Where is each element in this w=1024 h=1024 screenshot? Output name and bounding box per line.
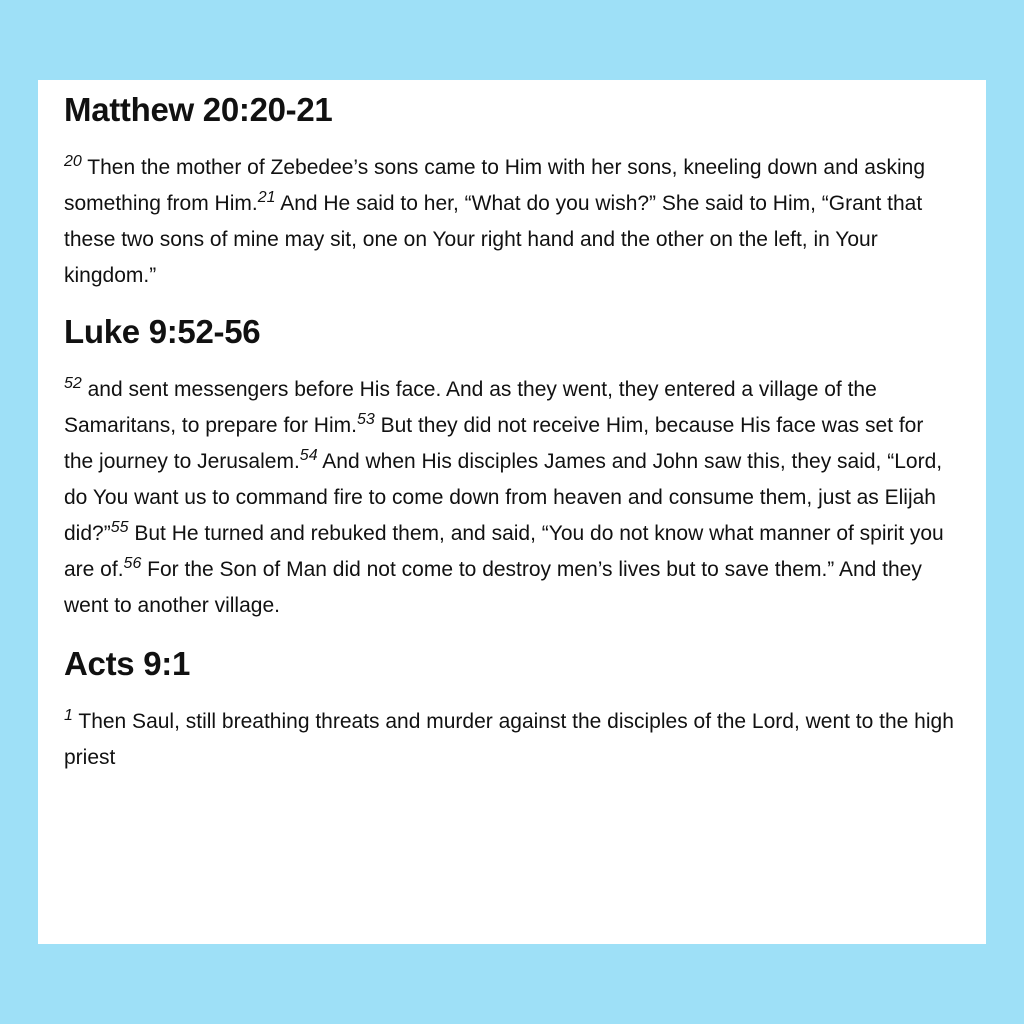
verse-number: 55 bbox=[110, 519, 129, 536]
verse-number: 54 bbox=[299, 447, 318, 464]
passage-text bbox=[64, 704, 958, 776]
passage-section-acts bbox=[64, 642, 958, 776]
verse-number: 52 bbox=[64, 375, 82, 392]
verse-text: And He said to her, “What do you wish?” She said to Him, “Grant that these two sons of mine may sit, one on Your right hand and the other on the left, in Your kingdom.” bbox=[64, 192, 923, 287]
verse-text: Then Saul, still breathing threats and murder against the disciples of the Lord, went to the high priest bbox=[64, 710, 954, 769]
passage-reference: Acts 9:1 bbox=[64, 645, 190, 682]
verse-number: 20 bbox=[64, 153, 82, 170]
verse-text: and sent messengers before His face. And as they went, they entered a village of the Samaritans, to prepare for Him. bbox=[64, 378, 877, 437]
verse-number: 21 bbox=[257, 189, 276, 206]
passage-section-matthew bbox=[64, 88, 958, 294]
verse-number: 56 bbox=[123, 555, 142, 572]
verse-text: But they did not receive Him, because His face was set for the journey to Jerusalem. bbox=[64, 414, 924, 473]
verse-text: For the Son of Man did not come to destroy men’s lives but to save them.” And they went to another village. bbox=[64, 558, 922, 617]
verse-text: And when His disciples James and John saw this, they said, “Lord, do You want us to command fire to come down from heaven and consume them, just as Elijah did?” bbox=[64, 450, 943, 545]
passage-reference: Luke 9:52-56 bbox=[64, 313, 261, 350]
passage-text bbox=[64, 372, 958, 624]
passage-text bbox=[64, 150, 958, 294]
verse-number: 1 bbox=[64, 707, 73, 724]
verse-text: But He turned and rebuked them, and said, “You do not know what manner of spirit you are of. bbox=[64, 522, 944, 581]
verse-text: Then the mother of Zebedee’s sons came to Him with her sons, kneeling down and asking something from Him. bbox=[64, 156, 925, 215]
scripture-card bbox=[38, 80, 986, 944]
passage-reference: Matthew 20:20-21 bbox=[64, 91, 333, 128]
verse-number: 53 bbox=[356, 411, 375, 428]
passage-section-luke bbox=[64, 310, 958, 624]
